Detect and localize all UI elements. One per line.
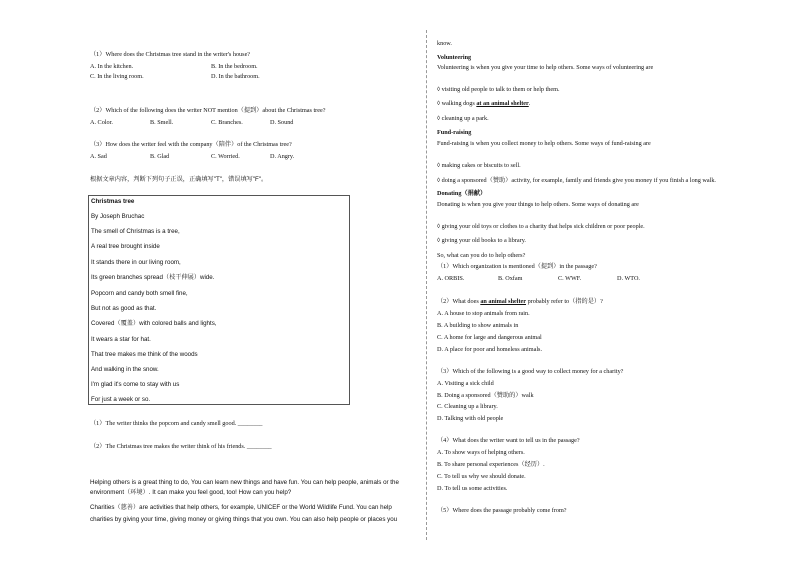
fundraising-text: Fund-raising is when you collect money to help others. Some ways of fund-raising are (437, 140, 651, 147)
donating-heading: Donating（捐献） (437, 190, 487, 197)
right-q4-option-b: B. To share personal experiences（经历）. (437, 461, 545, 468)
left-q3-stem: （3）How does the writer feel with the company（陪伴）of the Christmas tree? (90, 141, 292, 148)
right-q1-option-a: A. ORBIS. (437, 275, 465, 282)
fundraising-heading: Fund-raising (437, 129, 472, 136)
right-q3-option-a: A. Visiting a sick child (437, 380, 494, 387)
left-q1-option-d: D. In the bathroom. (211, 73, 260, 80)
right-q2-option-b: B. A building to show animals in (437, 322, 519, 329)
poem-line: A real tree brought inside (91, 243, 160, 250)
right-q4-option-a: A. To show ways of helping others. (437, 449, 525, 456)
fundraising-item: ◊ making cakes or biscuits to sell. (437, 162, 521, 169)
right-q1-option-c: C. WWF. (558, 275, 582, 282)
donating-text: Donating is when you give your things to help others. Some ways of donating are (437, 201, 639, 208)
poem-line: That tree makes me think of the woods (91, 351, 198, 358)
left-q2-option-b: B. Smell. (150, 119, 174, 126)
volunteering-heading: Volunteering (437, 54, 472, 61)
volunteering-text: Volunteering is when you give your time to help others. Some ways of volunteering are (437, 64, 654, 71)
poem-author: By Joseph Bruchac (91, 213, 145, 220)
poem-line: It stands there in our living room, (91, 259, 181, 266)
poem-line: And walking in the snow. (91, 366, 159, 373)
poem-line: For just a week or so. (91, 396, 151, 403)
closing-question: So, what can you do to help others? (437, 252, 526, 259)
right-q4-option-c: C. To tell us why we should donate. (437, 473, 526, 480)
poem-line: It wears a star for hat. (91, 336, 151, 343)
tf-statement-1: （1）The writer thinks the popcorn and candy smell good. ________ (90, 420, 263, 427)
passage-line: Helping others is a great thing to do, You can learn new things and have fun. You can help people, animals or the (90, 479, 399, 486)
right-q4-option-d: D. To tell us some activities. (437, 485, 508, 492)
passage-line: charities by giving your time, giving money or giving things that you own. You can also help people or places you (90, 516, 398, 523)
right-q2-option-a: A. A house to stop animals from rain. (437, 310, 530, 317)
left-q2-stem: （2）Which of the following does the writer NOT mention（提到）about the Christmas tree? (90, 107, 326, 114)
volunteering-item: ◊ cleaning up a park. (437, 115, 489, 122)
right-q1-option-d: D. WTO. (617, 275, 640, 282)
left-q1-stem: （1）Where does the Christmas tree stand in the writer's house? (90, 51, 251, 58)
passage-continuation: know. (437, 40, 452, 47)
right-q3-option-d: D. Talking with old people (437, 415, 504, 422)
left-q3-option-a: A. Sad (90, 153, 107, 160)
left-q3-option-d: D. Angry. (270, 153, 295, 160)
right-q3-option-c: C. Cleaning up a library. (437, 403, 498, 410)
poem-box (88, 195, 350, 405)
passage-line: environment（环境）. It can make you feel good, too! How can you help? (90, 489, 292, 496)
right-q2-option-c: C. A home for large and dangerous animal (437, 334, 542, 341)
donating-item: ◊ giving your old books to a library. (437, 237, 526, 244)
right-q4-stem: （4）What does the writer want to tell us in the passage? (437, 437, 580, 444)
column-divider (426, 30, 427, 540)
tf-instruction: 根据文章内容，判断下列句子正误，正确填写"T"，错误填写"F"。 (90, 176, 268, 183)
volunteering-item: ◊ visiting old people to talk to them or help them. (437, 86, 560, 93)
passage-line: Charities（慈善）are activities that help others, for example, UNICEF or the World Wildlife Fund. You can help (90, 504, 392, 511)
left-q3-option-c: C. Worried. (211, 153, 240, 160)
right-q2-stem: （2）What does an animal shelter probably refer to（指的是）? (437, 298, 603, 305)
right-q5-stem: （5）Where does the passage probably come from? (437, 507, 567, 514)
right-q1-option-b: B. Oxfam (498, 275, 523, 282)
poem-line: Its green branches spread（枝干伸展）wide. (91, 274, 215, 281)
poem-line: Popcorn and candy both smell fine, (91, 290, 188, 297)
tf-statement-2: （2）The Christmas tree makes the writer think of his friends. ________ (90, 443, 272, 450)
poem-line: Covered（覆盖）with colored balls and lights, (91, 320, 217, 327)
poem-line: I'm glad it's come to stay with us (91, 381, 180, 388)
left-q2-option-d: D. Sound (270, 119, 294, 126)
right-q3-stem: （3）Which of the following is a good way to collect money for a charity? (437, 368, 624, 375)
right-q2-option-d: D. A place for poor and homeless animals. (437, 346, 542, 353)
left-q2-option-c: C. Branches. (211, 119, 243, 126)
animal-shelter-underlined: at an animal shelter (476, 100, 529, 107)
animal-shelter-underlined: an animal shelter (480, 298, 527, 305)
poem-line: The smell of Christmas is a tree, (91, 228, 180, 235)
left-q2-option-a: A. Color. (90, 119, 113, 126)
left-q1-option-c: C. In the living room. (90, 73, 144, 80)
right-q3-option-b: B. Doing a sponsored（赞助的）walk (437, 392, 534, 399)
left-q3-option-b: B. Glad (150, 153, 170, 160)
fundraising-item: ◊ doing a sponsored（赞助）activity, for example, family and friends give you money if you finish a long walk. (437, 177, 716, 184)
volunteering-item: ◊ walking dogs at an animal shelter. (437, 100, 531, 107)
left-q1-option-a: A. In the kitchen. (90, 63, 134, 70)
poem-title: Christmas tree (91, 198, 135, 205)
left-q1-option-b: B. In the bedroom. (211, 63, 258, 70)
donating-item: ◊ giving your old toys or clothes to a charity that helps sick children or poor people. (437, 223, 645, 230)
poem-line: But not as good as that. (91, 305, 157, 312)
right-q1-stem: （1）Which organization is mentioned（提到）in the passage? (437, 263, 597, 270)
